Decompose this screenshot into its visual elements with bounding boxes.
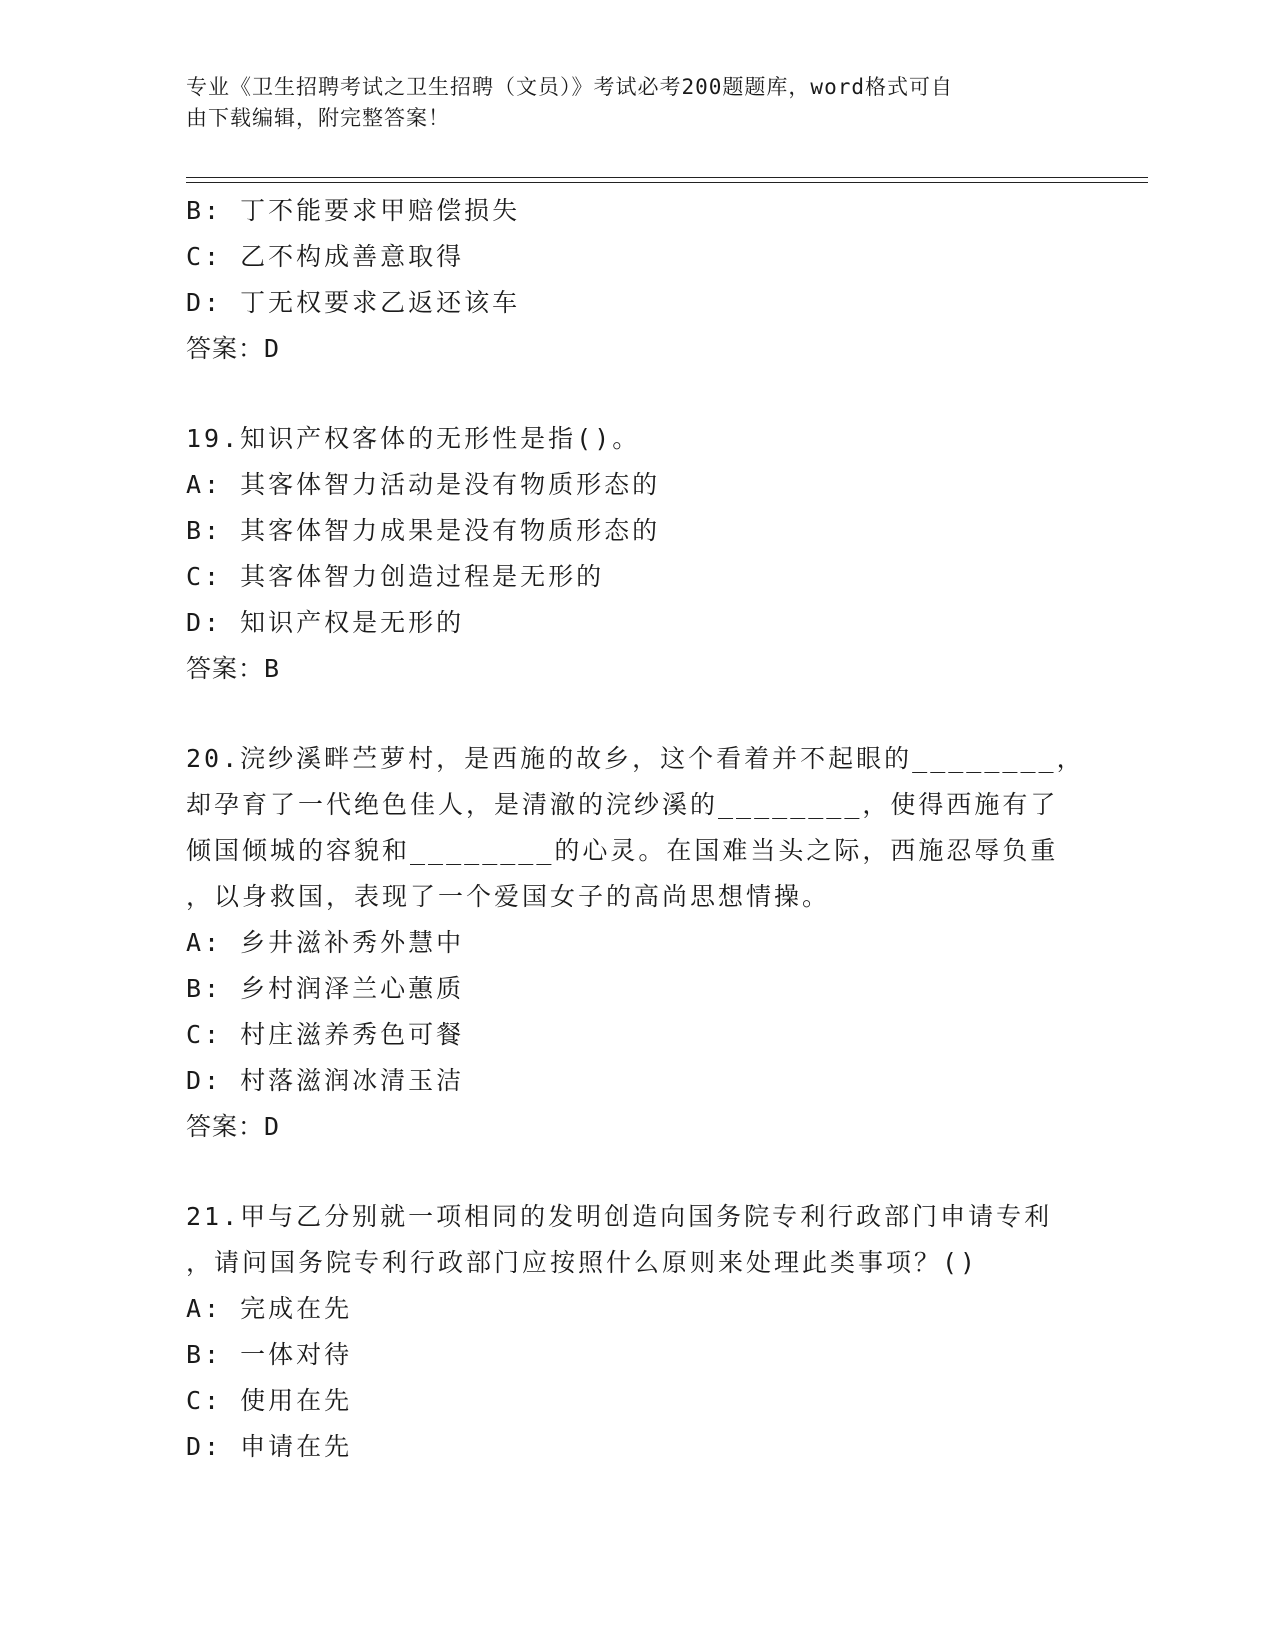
question-18-continued [186,188,1106,372]
document-header [186,72,1066,134]
question-stem: 20.浣纱溪畔苎萝村，是西施的故乡，这个看着并不起眼的________， 却孕育了一代绝色佳人，是清澈的浣纱溪的________，使得西施有了 倾国倾城的容貌和________的心灵。在国难当头之际，西施忍辱负重 ，以身救国，表现了一个爱国女子的高尚思想情操。 [186,744,1085,911]
option-a: A: 完成在先 [186,1294,353,1323]
answer-line: 答案：D [186,334,281,363]
question-stem: 19.知识产权客体的无形性是指()。 [186,424,641,453]
header-line-1: 专业《卫生招聘考试之卫生招聘（文员）》考试必考200题题库，word格式可自 [186,75,953,99]
answer-line: 答案：D [186,1112,281,1141]
header-rule-bottom [186,182,1148,183]
option-c: C: 使用在先 [186,1386,353,1415]
option-b: B: 一体对待 [186,1340,353,1369]
option-d: D: 知识产权是无形的 [186,608,465,637]
option-c: C: 其客体智力创造过程是无形的 [186,562,605,591]
question-stem: 21.甲与乙分别就一项相同的发明创造向国务院专利行政部门申请专利 ，请问国务院专利行政部门应按照什么原则来处理此类事项？() [186,1202,1053,1277]
option-a: A: 乡井滋补秀外慧中 [186,928,465,957]
option-d: D: 丁无权要求乙返还该车 [186,288,521,317]
question-20 [186,736,1106,1150]
option-c: C: 村庄滋养秀色可餐 [186,1020,465,1049]
option-b: B: 乡村润泽兰心蕙质 [186,974,465,1003]
header-rule-top [186,177,1148,178]
header-line-2: 由下载编辑，附完整答案！ [186,106,450,130]
option-c: C: 乙不构成善意取得 [186,242,465,271]
option-d: D: 村落滋润冰清玉洁 [186,1066,465,1095]
document-body [186,188,1106,1470]
answer-line: 答案：B [186,654,281,683]
question-19 [186,416,1106,692]
option-b: B: 丁不能要求甲赔偿损失 [186,196,521,225]
question-21 [186,1194,1106,1470]
option-a: A: 其客体智力活动是没有物质形态的 [186,470,661,499]
option-b: B: 其客体智力成果是没有物质形态的 [186,516,661,545]
option-d: D: 申请在先 [186,1432,353,1461]
